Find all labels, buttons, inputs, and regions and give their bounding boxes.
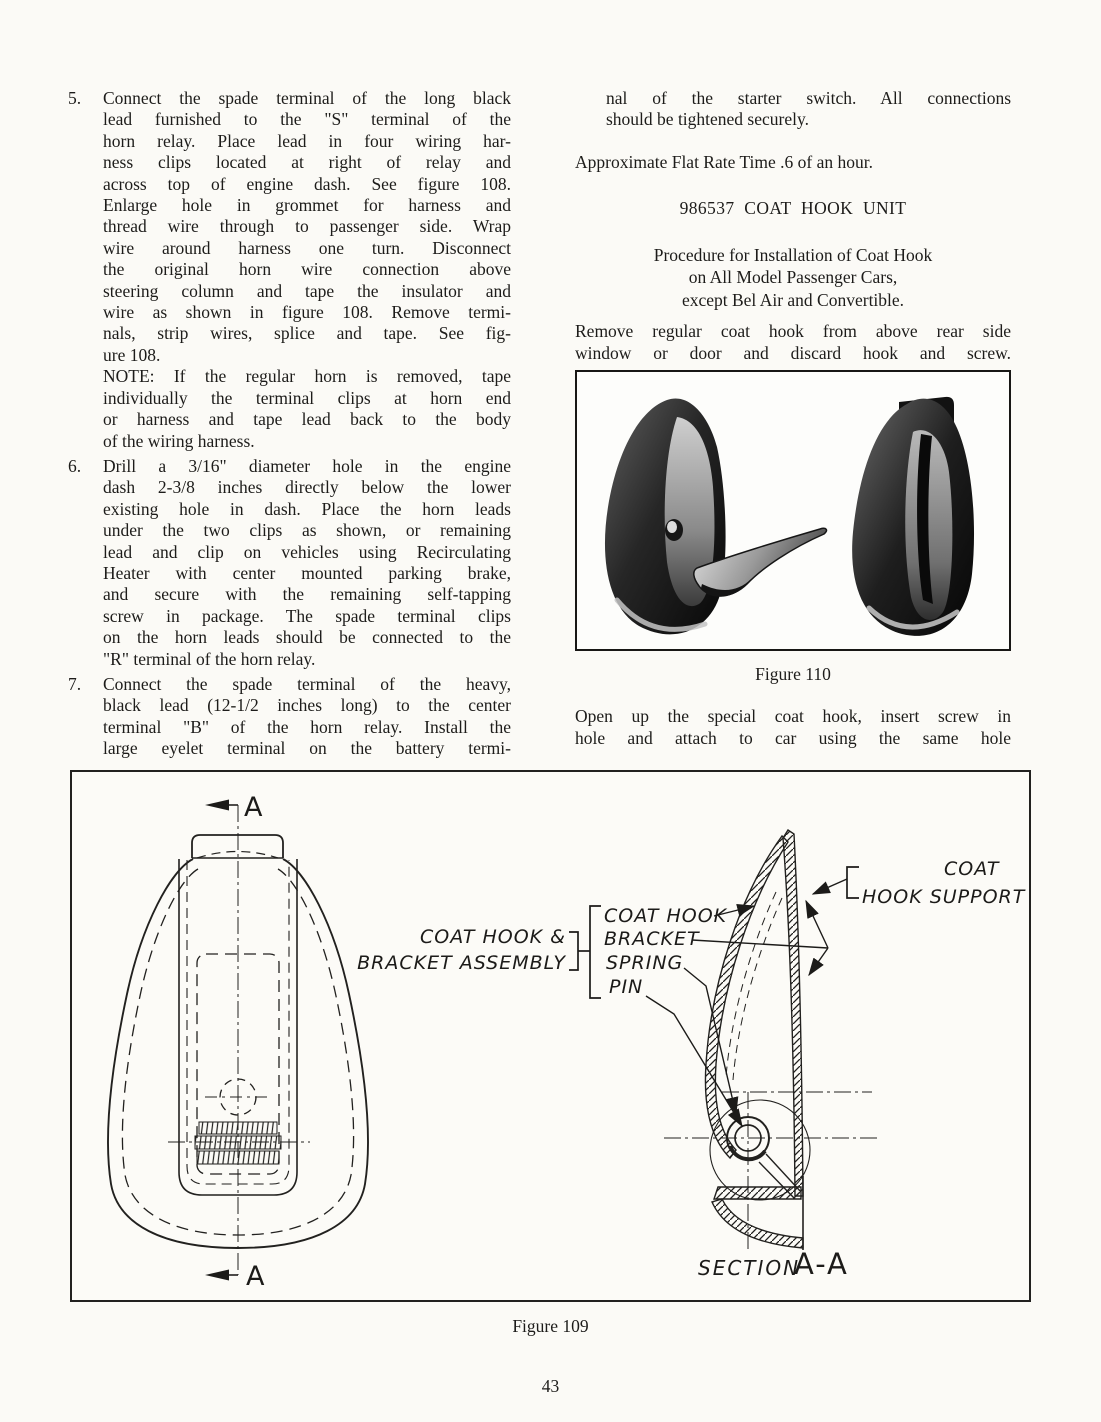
- item-6-text: [103, 456, 511, 670]
- open-paragraph: [575, 706, 1011, 749]
- text-line: wire around harness one turn. Disconnect: [103, 237, 511, 258]
- text-line: existing hole in dash. Place the horn leads: [103, 498, 511, 519]
- text-line: screw in package. The spade terminal clips: [103, 605, 511, 626]
- label-section-letters: A-A: [794, 1247, 849, 1281]
- text-line: lead furnished to the "S" terminal of the: [103, 109, 511, 130]
- list-item-7: [68, 674, 511, 760]
- list-item-5: [68, 88, 511, 452]
- text-line: Connect the spade terminal of the long black: [103, 88, 511, 108]
- text-line: on All Model Passenger Cars,: [688, 267, 898, 288]
- text-line: lead and clip on vehicles using Recirculating: [103, 541, 511, 562]
- text-line: Remove regular coat hook from above rear side: [575, 321, 1011, 342]
- page-number: 43: [541, 1376, 560, 1396]
- text-line: ure 108.: [103, 344, 161, 365]
- text-line: of the wiring harness.: [103, 430, 255, 451]
- flat-rate-line: Approximate Flat Rate Time .6 of an hour.: [575, 151, 873, 172]
- item-number: 6.: [68, 455, 82, 476]
- open-coat-hook: [605, 398, 827, 634]
- section-view: [664, 830, 878, 1252]
- text-line: steering column and tape the insulator and: [103, 280, 511, 301]
- figure-110-caption: Figure 110: [755, 663, 831, 684]
- figure-109-caption: Figure 109: [512, 1316, 589, 1336]
- text-line: black lead (12-1/2 inches long) to the center: [103, 695, 511, 716]
- text-line: window or door and discard hook and screw.: [575, 342, 1011, 363]
- coat-hook-section-drawing: [72, 772, 1029, 1300]
- front-view: [108, 800, 368, 1281]
- spring-coil: [195, 1122, 281, 1164]
- figure-110-photo: [575, 370, 1011, 651]
- procedure-subheading: [575, 244, 1011, 312]
- list-item-6: [68, 456, 511, 670]
- text-line: nals, strip wires, splice and tape. See fig-: [103, 323, 511, 344]
- remove-paragraph: [575, 321, 1011, 364]
- text-line: terminal "B" of the horn relay. Install the: [103, 716, 511, 737]
- item-number: 5.: [68, 88, 82, 108]
- text-line: should be tightened securely.: [606, 109, 809, 130]
- text-line: horn relay. Place lead in four wiring har-: [103, 130, 511, 151]
- label-coat: COAT: [944, 858, 1000, 880]
- text-line: or harness and tape lead back to the body: [103, 409, 511, 430]
- coat-hooks-illustration: [577, 372, 1009, 649]
- text-line: NOTE: If the regular horn is removed, tape: [103, 366, 511, 387]
- text-line: wire as shown in figure 108. Remove termi-: [103, 302, 511, 323]
- text-line: large eyelet terminal on the battery termi-: [103, 738, 511, 759]
- right-text-column: [575, 88, 1011, 749]
- text-line: dash 2-3/8 inches directly below the lower: [103, 477, 511, 498]
- label-hook-support: HOOK SUPPORT: [862, 886, 1026, 908]
- text-line: across top of engine dash. See figure 108.: [103, 173, 511, 194]
- label-assembly-line2: BRACKET ASSEMBLY: [357, 952, 566, 974]
- section-heading: 986537 COAT HOOK UNIT: [679, 198, 907, 219]
- label-section-word: SECTION: [698, 1256, 801, 1280]
- text-line: Open up the special coat hook, insert screw in: [575, 706, 1011, 727]
- item-7-continuation: [575, 88, 1011, 131]
- text-line: hole and attach to car using the same hole: [575, 727, 1011, 748]
- section-marker-bottom: A: [246, 1261, 265, 1292]
- text-line: Drill a 3/16" diameter hole in the engine: [103, 455, 511, 476]
- item-5-note: [103, 366, 511, 452]
- text-line: "R" terminal of the horn relay.: [103, 648, 316, 669]
- item-number: 7.: [68, 673, 82, 694]
- text-line: Enlarge hole in grommet for harness and: [103, 195, 511, 216]
- text-line: except Bel Air and Convertible.: [681, 289, 905, 310]
- text-line: Connect the spade terminal of the heavy,: [103, 673, 511, 694]
- label-pin: PIN: [609, 976, 644, 998]
- label-spring: SPRING: [606, 952, 684, 974]
- figure-109-drawing: [70, 770, 1031, 1302]
- item-5-text: [103, 88, 511, 366]
- text-line: nal of the starter switch. All connections: [606, 88, 1011, 108]
- label-assembly-line1: COAT HOOK &: [420, 926, 566, 948]
- text-line: under the two clips as shown, or remaining: [103, 520, 511, 541]
- text-line: and secure with the remaining self-tapping: [103, 584, 511, 605]
- left-text-column: [68, 88, 511, 760]
- section-marker-top: A: [244, 792, 263, 823]
- text-line: ness clips located at right of relay and: [103, 152, 511, 173]
- closed-coat-hook: [852, 397, 974, 636]
- text-line: Procedure for Installation of Coat Hook: [653, 244, 933, 265]
- item-7-text: [103, 674, 511, 760]
- text-line: individually the terminal clips at horn end: [103, 387, 511, 408]
- text-line: thread wire through to passenger side. Wrap: [103, 216, 511, 237]
- text-line: Heater with center mounted parking brake,: [103, 562, 511, 583]
- label-coat-hook: COAT HOOK: [604, 905, 728, 927]
- text-line: on the horn leads should be connected to the: [103, 627, 511, 648]
- text-line: the original horn wire connection above: [103, 259, 511, 280]
- label-bracket: BRACKET: [604, 928, 700, 950]
